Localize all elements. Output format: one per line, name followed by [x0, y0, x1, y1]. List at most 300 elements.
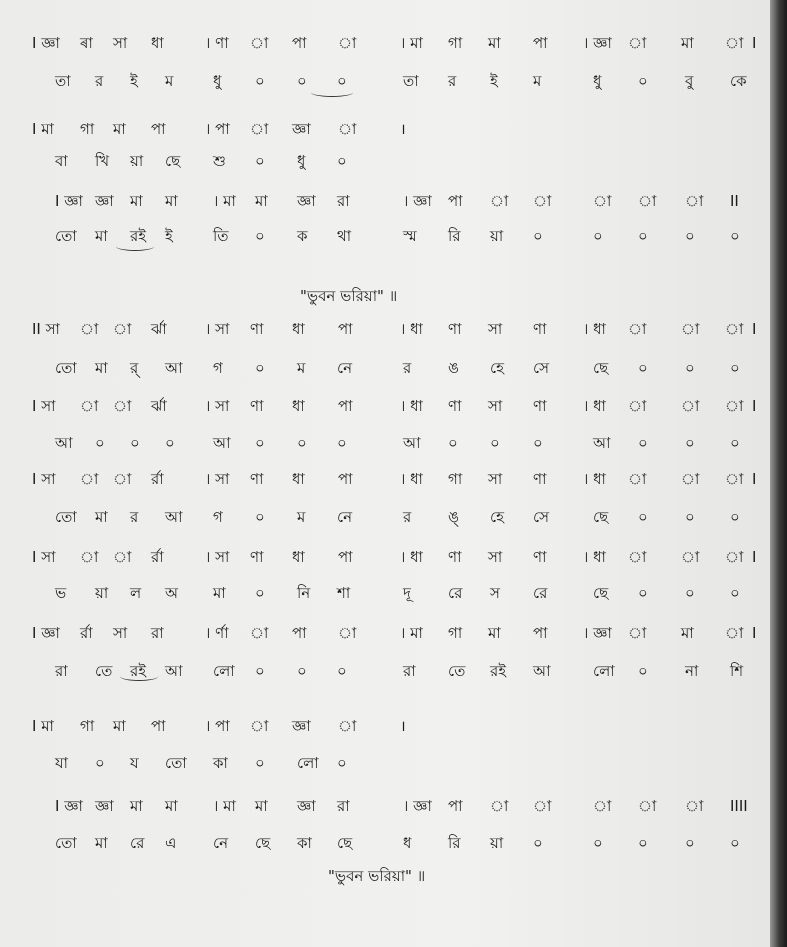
swara-note: জ্ঞা [95, 797, 114, 815]
lyric-syllable: ০ [448, 434, 458, 452]
swara-note: । ধা [583, 397, 606, 415]
swara-note: র্ঝা [151, 320, 167, 338]
lyric-syllable: ধ [403, 834, 412, 852]
swara-note: I [752, 397, 757, 415]
swara-note: া [338, 624, 357, 642]
lyric-line [0, 357, 770, 379]
lyric-syllable: এ [165, 834, 177, 852]
lyric-syllable: খি [95, 152, 110, 170]
song-title-mid: "ভুবন ভরিয়া" ॥ [300, 287, 398, 305]
swara-note: া [725, 320, 744, 338]
lyric-syllable: ০ [255, 584, 265, 602]
swara-note: মা [681, 34, 694, 52]
lyric-syllable: ছে [593, 359, 609, 377]
swara-note: া [628, 624, 647, 642]
lyric-syllable: ঙ [448, 359, 460, 377]
swara-note: ধা [292, 320, 305, 338]
lyric-syllable: গ [213, 359, 223, 377]
lyric-syllable: ০ [638, 72, 648, 90]
swara-note: । ধা [400, 320, 423, 338]
swara-note: া [638, 192, 657, 210]
lyric-syllable: ০ [297, 662, 307, 680]
lyric-syllable: ই [130, 72, 138, 90]
swara-note: মা [113, 120, 126, 138]
swara-note: া [80, 320, 99, 338]
swara-note: গা [448, 470, 463, 488]
lyric-syllable: ০ [685, 434, 695, 452]
swara-note: া [490, 192, 509, 210]
lyric-syllable: ০ [638, 834, 648, 852]
lyric-syllable: রে [130, 834, 145, 852]
swara-note: ণা [533, 548, 547, 566]
swara-note: ধা [292, 548, 305, 566]
swara-note: া [681, 320, 700, 338]
swara-note: পা [151, 120, 166, 138]
lyric-syllable: ধু [213, 72, 222, 90]
lyric-syllable: ০ [255, 662, 265, 680]
lyric-syllable: ঙ্ [448, 508, 460, 526]
swara-note: া [628, 397, 647, 415]
swara-line [0, 32, 770, 54]
swara-note: ণা [533, 470, 547, 488]
lyric-syllable: ০ [130, 434, 140, 452]
lyric-syllable: কে [730, 72, 747, 90]
swara-note: মা [130, 192, 143, 210]
swara-note: গা [80, 717, 95, 735]
lyric-syllable: কা [297, 834, 312, 852]
lyric-syllable: ধু [593, 72, 602, 90]
swara-note: । সা [205, 397, 230, 415]
swara-note: । ধা [400, 548, 423, 566]
lyric-syllable: নে [337, 359, 353, 377]
lyric-syllable: বা [55, 152, 68, 170]
swara-note: II সা [32, 320, 60, 338]
lyric-line [0, 150, 770, 172]
swara-note: া [593, 797, 612, 815]
swara-note: ধা [292, 470, 305, 488]
swara-note: জ্ঞা [297, 192, 316, 210]
lyric-syllable: ম [297, 508, 306, 526]
lyric-syllable: আ [165, 359, 183, 377]
swara-line [0, 715, 770, 737]
swara-note: । সা [205, 470, 230, 488]
swara-note: I জ্ঞা [32, 34, 60, 52]
lyric-syllable: ০ [593, 834, 603, 852]
swara-note: পা [292, 34, 307, 52]
lyric-syllable: নে [337, 508, 353, 526]
swara-note: া [628, 34, 647, 52]
lyric-syllable: যা [55, 754, 68, 772]
swara-note: । সা [205, 548, 230, 566]
swara-line [0, 795, 770, 817]
swara-note: পা [533, 34, 548, 52]
swara-note: া [628, 548, 647, 566]
lyric-syllable: ০ [685, 359, 695, 377]
lyric-syllable: ছে [255, 834, 271, 852]
swara-note: ধা [292, 397, 305, 415]
lyric-syllable: লো [213, 662, 235, 680]
lyric-syllable: ছে [165, 152, 181, 170]
lyric-line [0, 832, 770, 854]
swara-note: া [685, 192, 704, 210]
swara-note: পা [338, 397, 353, 415]
swara-note: া [250, 717, 269, 735]
swara-note: জ্ঞা [95, 192, 114, 210]
swara-note: ণা [533, 320, 547, 338]
lyric-syllable: তো [55, 359, 77, 377]
swara-note: I [752, 624, 757, 642]
swara-line [0, 622, 770, 644]
swara-note: I সা [32, 470, 56, 488]
lyric-syllable: নি [297, 584, 311, 602]
lyric-syllable: ০ [255, 434, 265, 452]
lyric-syllable: তো [55, 508, 77, 526]
swara-note: া [685, 797, 704, 815]
lyric-syllable: ০ [730, 359, 740, 377]
lyric-syllable: ০ [638, 359, 648, 377]
lyric-syllable: রি [448, 834, 461, 852]
lyric-syllable: গ [213, 508, 223, 526]
swara-note: গা [448, 34, 463, 52]
swara-line [0, 318, 770, 340]
swara-note: া [725, 34, 744, 52]
swara-note: া [250, 624, 269, 642]
lyric-line [0, 432, 770, 454]
swara-note: জ্ঞা [292, 120, 311, 138]
swara-note: I [752, 320, 757, 338]
lyric-syllable: ০ [297, 72, 307, 90]
swara-note: সা [113, 624, 128, 642]
lyric-syllable: বু [685, 72, 694, 90]
lyric-syllable: ০ [730, 584, 740, 602]
lyric-syllable: রে [448, 584, 463, 602]
swara-note: জ্ঞা [297, 797, 316, 815]
swara-note: I সা [32, 397, 56, 415]
swara-line [0, 546, 770, 568]
swara-note: া [490, 797, 509, 815]
swara-line [0, 190, 770, 212]
swara-note: া [338, 717, 357, 735]
lyric-syllable: ০ [255, 152, 265, 170]
lyric-syllable: ০ [638, 662, 648, 680]
lyric-syllable: র [448, 72, 457, 90]
lyric-syllable: আ [213, 434, 231, 452]
lyric-syllable: লো [593, 662, 615, 680]
swara-note: মা [165, 192, 178, 210]
lyric-syllable: অ [165, 584, 178, 602]
lyric-syllable: ই [490, 72, 498, 90]
lyric-syllable: ০ [730, 227, 740, 245]
swara-note: জ্ঞা [292, 717, 311, 735]
swara-note: মা [681, 624, 694, 642]
swara-note: I জ্ঞা [55, 797, 83, 815]
lyric-syllable: শা [337, 584, 351, 602]
lyric-syllable: ছে [593, 508, 609, 526]
lyric-syllable: ০ [638, 227, 648, 245]
swara-note: । র্ণা [205, 624, 229, 642]
lyric-syllable: য়া [130, 152, 144, 170]
swara-note: া [80, 397, 99, 415]
swara-note: সা [488, 397, 503, 415]
swara-note: । পা [205, 120, 230, 138]
lyric-syllable: রা [55, 662, 68, 680]
lyric-syllable: সে [533, 359, 549, 377]
swara-note: া [80, 548, 99, 566]
swara-note: পা [338, 320, 353, 338]
lyric-syllable: শু [213, 152, 226, 170]
lyric-syllable: ০ [593, 227, 603, 245]
lyric-syllable: হে [490, 359, 504, 377]
lyric-syllable: মা [95, 834, 108, 852]
lyric-syllable: ০ [730, 834, 740, 852]
swara-note: া [681, 470, 700, 488]
lyric-syllable: তা [403, 72, 419, 90]
lyric-syllable: রি [448, 227, 461, 245]
swara-note: । ধা [400, 470, 423, 488]
swara-note: পা [448, 797, 463, 815]
lyric-syllable: ০ [337, 662, 347, 680]
swara-note: । ধা [583, 548, 606, 566]
swara-note: া [113, 548, 132, 566]
lyric-syllable: ০ [95, 754, 105, 772]
page-edge-shadow [770, 0, 787, 947]
lyric-line [0, 506, 770, 528]
swara-note: া [725, 624, 744, 642]
lyric-syllable: মা [95, 508, 108, 526]
lyric-syllable: ধু [297, 152, 306, 170]
swara-note: I [752, 548, 757, 566]
slur-mark [311, 88, 353, 97]
lyric-syllable: ০ [255, 359, 265, 377]
swara-note: া [250, 34, 269, 52]
lyric-syllable: ০ [165, 434, 175, 452]
swara-note: I জ্ঞা [32, 624, 60, 642]
lyric-syllable: ০ [297, 434, 307, 452]
swara-note: া [638, 797, 657, 815]
lyric-syllable: ই [165, 227, 173, 245]
lyric-syllable: ০ [337, 434, 347, 452]
swara-note: া [533, 797, 552, 815]
swara-note: ণা [250, 397, 264, 415]
swara-note: I [752, 34, 757, 52]
lyric-syllable: ল [130, 584, 142, 602]
lyric-syllable: ০ [255, 227, 265, 245]
lyric-syllable: য়া [95, 584, 109, 602]
lyric-syllable: র [403, 508, 412, 526]
lyric-syllable: রই [130, 227, 147, 245]
lyric-syllable: র্ [130, 359, 139, 377]
swara-note: । জ্ঞা [583, 34, 612, 52]
lyric-syllable: আ [165, 662, 183, 680]
lyric-syllable: ম [533, 72, 542, 90]
swara-note: র্ঝা [151, 397, 167, 415]
lyric-syllable: র [403, 359, 412, 377]
swara-note: রা [337, 192, 350, 210]
swara-note: া [681, 397, 700, 415]
song-title-end: "ভুবন ভরিয়া" ॥ [328, 867, 426, 885]
lyric-syllable: রই [490, 662, 507, 680]
swara-note: রা [337, 797, 350, 815]
lyric-syllable: আ [165, 508, 183, 526]
swara-note: । ণা [205, 34, 229, 52]
swara-note: পা [151, 717, 166, 735]
lyric-syllable: মা [213, 584, 226, 602]
lyric-syllable: ছে [337, 834, 353, 852]
swara-note: া [725, 470, 744, 488]
swara-note: গা [448, 624, 463, 642]
swara-note: া [338, 120, 357, 138]
lyric-syllable: য়া [490, 834, 504, 852]
lyric-syllable: ০ [490, 434, 500, 452]
lyric-syllable: সে [533, 508, 549, 526]
lyric-syllable: ০ [533, 434, 543, 452]
lyric-syllable: ০ [255, 754, 265, 772]
lyric-syllable: তে [448, 662, 466, 680]
swara-note: া [628, 320, 647, 338]
lyric-syllable: না [685, 662, 699, 680]
lyric-syllable: আ [533, 662, 551, 680]
swara-note: । পা [205, 717, 230, 735]
lyric-syllable: তি [213, 227, 229, 245]
swara-note: র্রা [151, 470, 164, 488]
lyric-syllable: ০ [685, 227, 695, 245]
swara-note: র্রা [80, 624, 93, 642]
swara-note: ণা [250, 320, 264, 338]
swara-note: ৰা [80, 34, 93, 52]
swara-note: I সা [32, 548, 56, 566]
swara-note: সা [113, 34, 128, 52]
lyric-line [0, 752, 770, 774]
swara-note: । [400, 120, 406, 138]
lyric-line [0, 582, 770, 604]
swara-note: পা [338, 548, 353, 566]
lyric-syllable: ০ [337, 72, 347, 90]
swara-line [0, 118, 770, 140]
lyric-syllable: য [130, 754, 139, 772]
lyric-syllable: ০ [337, 754, 347, 772]
swara-note: I মা [32, 717, 54, 735]
swara-note: পা [338, 470, 353, 488]
lyric-syllable: ০ [685, 584, 695, 602]
swara-note: মা [255, 797, 268, 815]
lyric-syllable: দূ [403, 584, 411, 602]
swara-note: মা [113, 717, 126, 735]
swara-note: া [338, 34, 357, 52]
swara-note: গা [80, 120, 95, 138]
swara-note: া [113, 320, 132, 338]
swara-line [0, 468, 770, 490]
swara-note: । মা [400, 34, 423, 52]
lyric-syllable: র [130, 508, 139, 526]
lyric-syllable: ০ [533, 227, 543, 245]
swara-note: সা [488, 470, 503, 488]
lyric-syllable: ০ [730, 434, 740, 452]
lyric-syllable: ০ [337, 152, 347, 170]
lyric-syllable: ০ [685, 834, 695, 852]
swara-note: া [628, 470, 647, 488]
swara-note: া [533, 192, 552, 210]
swara-note: । মা [213, 797, 236, 815]
lyric-syllable: লো [297, 754, 319, 772]
swara-note: রা [151, 624, 164, 642]
swara-note: । ধা [583, 470, 606, 488]
lyric-syllable: য়া [490, 227, 504, 245]
lyric-line [0, 70, 770, 92]
swara-note: I জ্ঞা [55, 192, 83, 210]
swara-note: II [730, 192, 739, 210]
swara-note: র্রা [151, 548, 164, 566]
swara-note: সা [488, 548, 503, 566]
lyric-syllable: স্ম [403, 227, 417, 245]
lyric-syllable: তো [165, 754, 187, 772]
swara-note: । ধা [400, 397, 423, 415]
swara-note: া [593, 192, 612, 210]
lyric-syllable: ক [297, 227, 308, 245]
lyric-syllable: ০ [95, 434, 105, 452]
swara-note: মা [130, 797, 143, 815]
lyric-syllable: ম [297, 359, 306, 377]
swara-note: মা [488, 624, 501, 642]
lyric-syllable: মা [95, 227, 108, 245]
lyric-syllable: ০ [638, 584, 648, 602]
swara-note: া [681, 548, 700, 566]
swara-note: । ধা [583, 320, 606, 338]
lyric-syllable: তো [55, 834, 77, 852]
swara-note: ণা [448, 397, 462, 415]
lyric-syllable: ০ [255, 508, 265, 526]
swara-note: া [725, 397, 744, 415]
lyric-syllable: ভ [55, 584, 67, 602]
swara-note: । সা [205, 320, 230, 338]
lyric-syllable: তো [55, 227, 77, 245]
lyric-syllable: ০ [255, 72, 265, 90]
slur-mark [120, 672, 158, 681]
lyric-syllable: নে [213, 834, 229, 852]
swara-note: সা [488, 320, 503, 338]
swara-note: পা [533, 624, 548, 642]
swara-note: া [250, 120, 269, 138]
swara-note: ণা [448, 548, 462, 566]
swara-note: মা [165, 797, 178, 815]
swara-note: া [80, 470, 99, 488]
lyric-syllable: হে [490, 508, 504, 526]
swara-note: IIII [730, 797, 748, 815]
swara-note: ণা [250, 548, 264, 566]
swara-note: া [113, 470, 132, 488]
swara-note: পা [448, 192, 463, 210]
swara-note: । মা [400, 624, 423, 642]
swara-note: ণা [533, 397, 547, 415]
lyric-syllable: তা [55, 72, 71, 90]
lyric-syllable: ম [165, 72, 174, 90]
lyric-syllable: তে [95, 662, 113, 680]
swara-note: ধা [151, 34, 164, 52]
lyric-syllable: ০ [638, 508, 648, 526]
lyric-syllable: আ [593, 434, 611, 452]
swara-note: । জ্ঞা [583, 624, 612, 642]
swara-note: । জ্ঞা [403, 192, 432, 210]
lyric-syllable: ০ [533, 834, 543, 852]
lyric-syllable: ছে [593, 584, 609, 602]
swara-note: মা [488, 34, 501, 52]
swara-note: । জ্ঞা [403, 797, 432, 815]
swara-note: I মা [32, 120, 54, 138]
lyric-syllable: রই [130, 662, 147, 680]
lyric-syllable: র [95, 72, 104, 90]
swara-note: । মা [213, 192, 236, 210]
swara-note: ণা [250, 470, 264, 488]
lyric-line [0, 660, 770, 682]
